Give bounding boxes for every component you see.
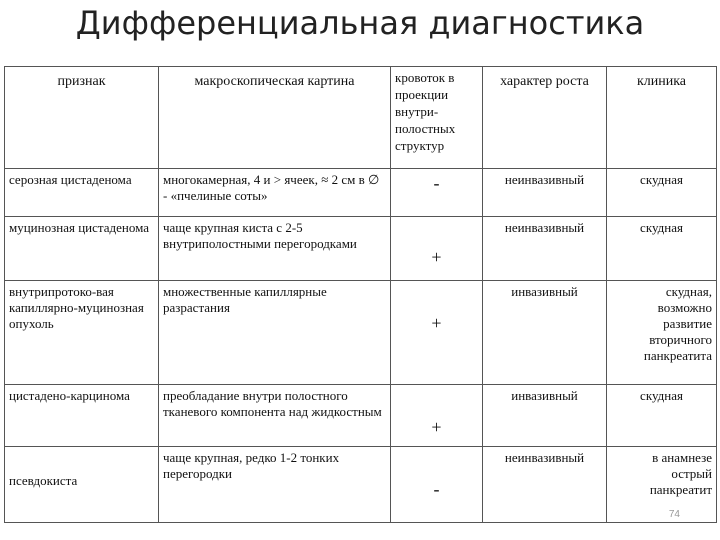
page-number: 74 [668,509,680,520]
cell-macro: чаще крупная киста с 2-5 внутриполостными перегородками [159,217,391,281]
cell-macro: множественные капиллярные разрастания [159,281,391,385]
table-row [5,281,717,385]
table-row [5,169,717,217]
header-macro: макроскопическая картина [159,67,391,169]
cell-clinic: скудная [607,169,717,217]
cell-growth: инвазивный [483,281,607,385]
cell-sign: муцинозная цистаденома [5,217,159,281]
flow-sign: - [433,479,440,499]
cell-clinic: в анамнезе острый панкреатит [607,447,717,523]
cell-growth: инвазивный [483,385,607,447]
cell-growth: неинвазивный [483,217,607,281]
header-clinic: клиника [607,67,717,169]
cell-flow [391,281,483,385]
table-row [5,447,717,523]
flow-sign: + [431,417,442,437]
cell-macro: чаще крупная, редко 1-2 тонких перегородки [159,447,391,523]
cell-clinic: скудная [607,217,717,281]
cell-growth: неинвазивный [483,447,607,523]
cell-growth: неинвазивный [483,169,607,217]
cell-sign: псевдокиста [5,447,159,523]
flow-sign: + [431,247,442,267]
cell-flow [391,447,483,523]
page-title: Дифференциальная диагностика [75,4,645,42]
cell-sign: цистадено-карцинома [5,385,159,447]
cell-flow [391,217,483,281]
header-sign: признак [5,67,159,169]
header-flow: кровоток в проекции внутри-полостных структур [391,67,483,169]
table-row [5,385,717,447]
cell-clinic: скудная [607,385,717,447]
flow-sign: + [431,313,442,333]
diagnosis-table [4,66,717,523]
table-row [5,217,717,281]
cell-clinic: скудная, возможно развитие вторичного панкреатита [607,281,717,385]
flow-sign: - [433,173,440,193]
header-row [5,67,717,169]
cell-sign: внутрипротоко-вая капиллярно-муцинозная опухоль [5,281,159,385]
cell-macro: многокамерная, 4 и > ячеек, ≈ 2 см в ∅ - «пчелиные соты» [159,169,391,217]
cell-macro: преобладание внутри полостного тканевого компонента над жидкостным [159,385,391,447]
cell-sign: серозная цистаденома [5,169,159,217]
header-growth: характер роста [483,67,607,169]
cell-flow [391,169,483,217]
cell-flow [391,385,483,447]
